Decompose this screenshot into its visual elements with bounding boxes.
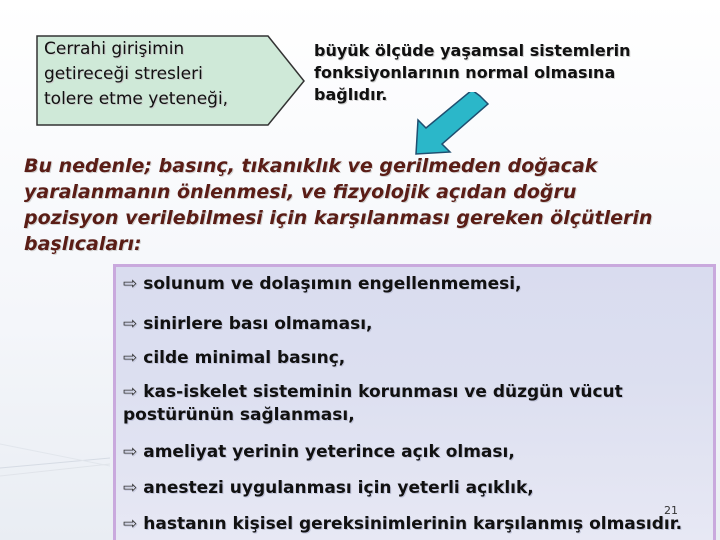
list-item-text: hastanın kişisel gereksinimlerinin karşılanmış olmasıdır. [143, 514, 683, 534]
list-item-text: solunum ve dolaşımın engellenmemesi, [143, 274, 522, 294]
arrow-bullet-icon: ⇨ [123, 382, 138, 402]
arrow-bullet-icon: ⇨ [123, 348, 138, 368]
top-right-line: fonksiyonlarının normal olmasına [314, 63, 616, 82]
intro-line: pozisyon verilebilmesi için karşılanması gereken ölçütlerin [24, 207, 653, 229]
callout-text [44, 37, 228, 112]
page-number: 21 [664, 504, 678, 517]
intro-line: yaralanmanın önlenmesi, ve fizyolojik açıdan doğru [24, 181, 577, 203]
list-item-text-continued: postürünün sağlanması, [123, 405, 355, 425]
down-left-arrow-icon [410, 92, 490, 158]
arrow-bullet-icon: ⇨ [123, 514, 138, 534]
callout-line: getireceği stresleri [44, 64, 203, 84]
callout-line: Cerrahi girişimin [44, 39, 185, 59]
top-right-line: büyük ölçüde yaşamsal sistemlerin [314, 41, 631, 60]
intro-line: Bu nedenle; basınç, tıkanıklık ve gerilmeden doğacak [24, 155, 598, 177]
list-item [123, 347, 345, 370]
intro-paragraph [24, 153, 714, 257]
callout-line: tolere etme yeteneği, [44, 89, 229, 109]
list-item-text: cilde minimal basınç, [143, 348, 346, 368]
arrow-bullet-icon: ⇨ [123, 478, 138, 498]
arrow-bullet-icon: ⇨ [123, 314, 138, 334]
list-item [123, 441, 515, 464]
top-right-line: bağlıdır. [314, 85, 388, 104]
intro-line: başlıcaları: [24, 233, 142, 255]
criteria-panel [113, 264, 716, 540]
arrow-bullet-icon: ⇨ [123, 274, 138, 294]
list-item [123, 313, 372, 336]
list-item [123, 273, 522, 296]
list-item-text: ameliyat yerinin yeterince açık olması, [143, 442, 515, 462]
arrow-bullet-icon: ⇨ [123, 442, 138, 462]
list-item-text: kas-iskelet sisteminin korunması ve düzgün vücut [143, 382, 623, 402]
callout-arrow-box [36, 35, 306, 125]
list-item-text: anestezi uygulanması için yeterli açıklık, [143, 478, 534, 498]
list-item [123, 477, 534, 500]
list-item-text: sinirlere bası olmaması, [143, 314, 373, 334]
list-item [123, 513, 682, 536]
list-item [123, 381, 623, 427]
